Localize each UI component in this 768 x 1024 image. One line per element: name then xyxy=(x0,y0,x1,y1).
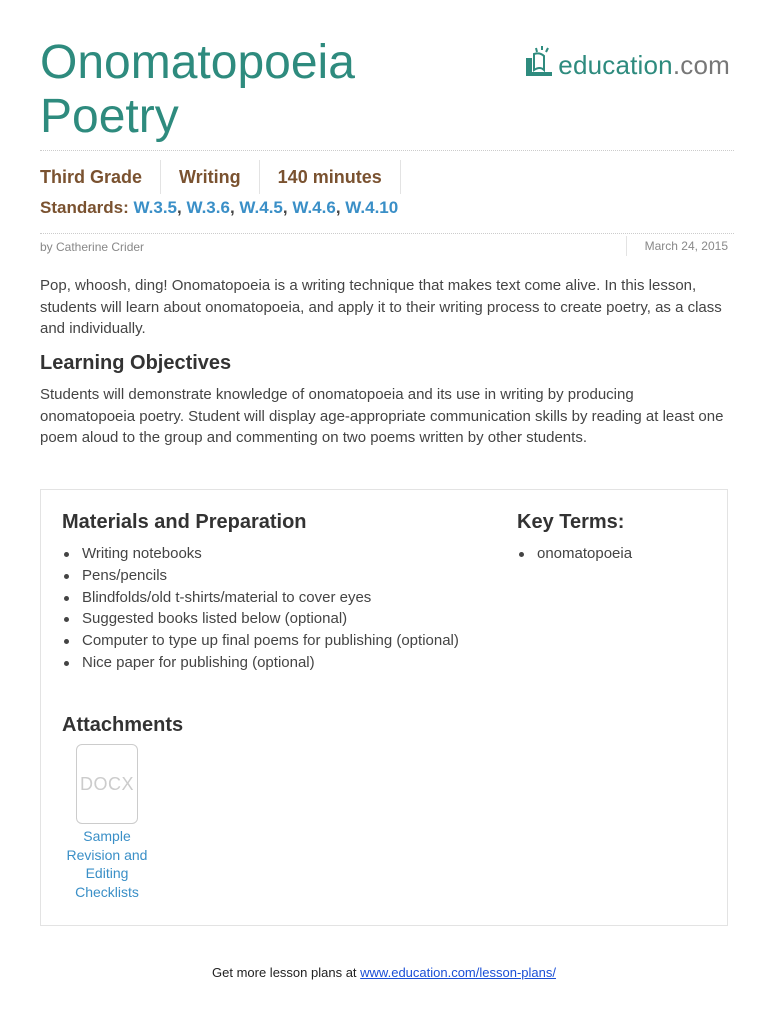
list-item: Pens/pencils xyxy=(62,565,459,587)
standards-row xyxy=(40,198,398,218)
standard-link[interactable]: W.4.5 xyxy=(239,198,283,217)
list-item: Nice paper for publishing (optional) xyxy=(62,652,459,674)
separator: , xyxy=(282,198,288,217)
attachment-link[interactable]: Sample Revision and Editing Checklists xyxy=(66,828,148,900)
list-item: Suggested books listed below (optional) xyxy=(62,608,459,630)
key-terms-heading: Key Terms: xyxy=(517,511,625,533)
title-line-1: Onomatopoeia xyxy=(40,36,355,89)
separator: , xyxy=(177,198,182,217)
page-header xyxy=(40,36,730,150)
attachments-heading: Attachments xyxy=(62,714,184,736)
education-logo[interactable] xyxy=(522,44,730,80)
divider xyxy=(40,233,734,234)
objectives-text: Students will demonstrate knowledge of onomatopoeia and its use in writing by producing onomatopoeia poetry. Student will display age-appropriate communication skills by reading at least one poem aloud to the group and commenting on two poems written by other students. xyxy=(40,386,724,446)
attachment-item[interactable] xyxy=(62,744,152,901)
materials-heading: Materials and Preparation xyxy=(62,511,307,533)
grade-label[interactable]: Third Grade xyxy=(40,160,161,194)
list-item: Computer to type up final poems for publishing (optional) xyxy=(62,630,459,652)
materials-list xyxy=(62,543,459,674)
standard-link[interactable]: W.4.10 xyxy=(345,198,399,217)
lesson-meta xyxy=(40,160,419,194)
publish-date: March 24, 2015 xyxy=(626,236,728,256)
book-icon xyxy=(522,44,558,80)
logo-main: education xyxy=(558,50,673,80)
objectives-heading: Learning Objectives xyxy=(40,352,232,374)
logo-suffix: .com xyxy=(672,50,730,80)
intro-paragraph: Pop, whoosh, ding! Onomatopoeia is a writing technique that makes text come alive. In this lesson, students will learn about onomatopoeia, and apply it to their writing process to create poetry, as a class and individually. xyxy=(40,277,722,337)
separator: , xyxy=(229,198,235,217)
footer-text: Get more lesson plans at xyxy=(212,965,361,980)
standard-link[interactable]: W.3.6 xyxy=(186,198,230,217)
page-footer xyxy=(0,965,768,980)
list-item: onomatopoeia xyxy=(517,543,632,565)
standards-label: Standards: xyxy=(40,198,129,217)
title-line-2: Poetry xyxy=(40,90,179,143)
list-item: Writing notebooks xyxy=(62,543,459,565)
author-byline: by Catherine Crider xyxy=(40,240,145,254)
docx-file-icon[interactable]: DOCX xyxy=(76,744,138,824)
key-terms-list xyxy=(517,543,632,565)
duration-label: 140 minutes xyxy=(278,160,401,194)
subject-label[interactable]: Writing xyxy=(179,160,260,194)
materials-box xyxy=(40,489,728,926)
standard-link[interactable]: W.3.5 xyxy=(133,198,177,217)
list-item: Blindfolds/old t-shirts/material to cover eyes xyxy=(62,587,459,609)
separator: , xyxy=(335,198,341,217)
lesson-plans-link[interactable]: www.education.com/lesson-plans/ xyxy=(360,965,556,980)
divider xyxy=(40,150,734,151)
standard-link[interactable]: W.4.6 xyxy=(292,198,336,217)
logo-text xyxy=(558,50,730,80)
